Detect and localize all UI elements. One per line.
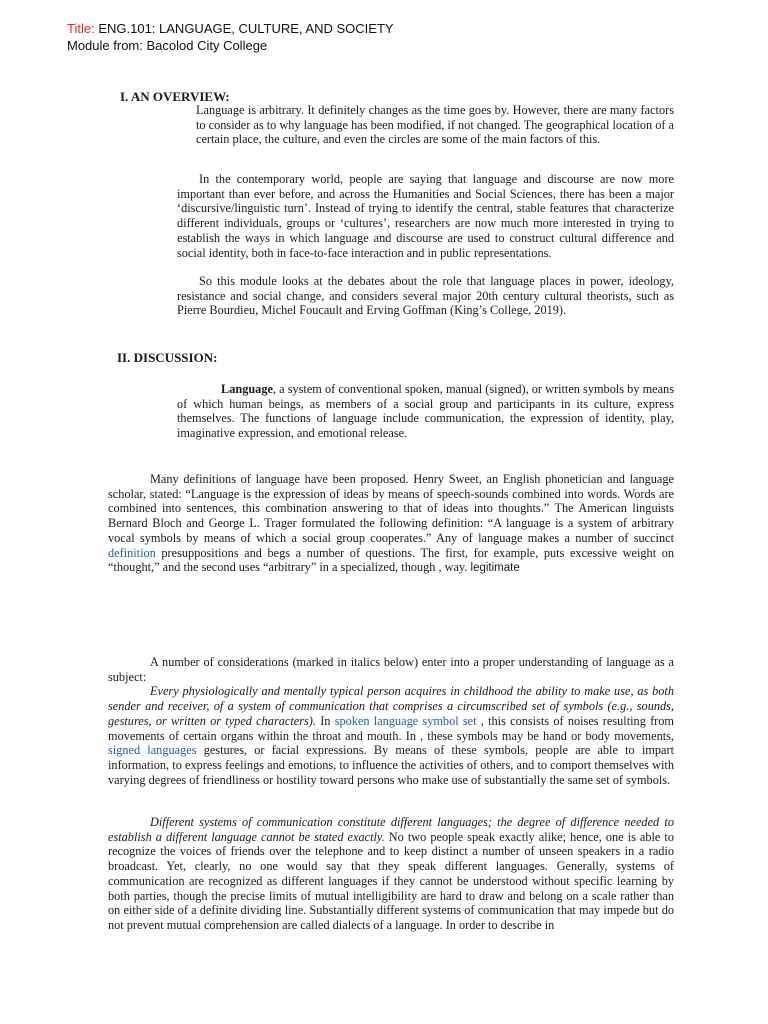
language-definition: [177, 382, 674, 441]
discussion-p2-italic: Every physiologically and mentally typical person acquires in childhood the ability to make use, as both sender and receiver, of a system of communication that comprises a circumscribed set of symbols (e.g., sounds, gestures, or written or typed characters).: [108, 684, 674, 728]
discussion-p1-text-a: Many definitions of language have been proposed. Henry Sweet, an English phonetician and language scholar, stated: “Language is the expression of ideas by means of speech-sounds combined into words. Words are combined into sentences, this combination answering to that of ideas into thoughts.” The American linguists Bernard Bloch and George L. Trager formulated the following definition: “A language is a system of arbitrary vocal symbols by means of which a social group cooperates.” Any of language makes a number of succinct: [108, 472, 674, 545]
overview-paragraph-2: [177, 172, 674, 260]
signed-languages-link[interactable]: signed languages: [108, 743, 197, 758]
overview-paragraph-1: Language is arbitrary. It definitely changes as the time goes by. However, there are many factors to consider as to why language has been modified, if not changed. The geographical location of a certain place, the culture, and even the circles are some of the main factors of this.: [196, 103, 674, 147]
overview-paragraph-2-text: In the contemporary world, people are saying that language and discourse are now more important than ever before, and across the Humanities and Social Sciences, there has been a major ‘discursive/linguistic turn’. Instead of trying to identify the central, stable features that characterize different individuals, groups or ‘cultures’, researchers are now much more interested in trying to establish the ways in which language and discourse are used to construct cultural difference and social identity, both in face-to-face interaction and in public representations.: [177, 172, 674, 260]
title-label: Title:: [67, 21, 95, 36]
document-title: [67, 20, 394, 38]
discussion-p2-text-c: gestures, or facial expressions. By means of these symbols, people are able to impart information, to express feelings and emotions, to influence the activities of others, and to comport themselves with varying degrees of friendliness or hostility toward persons who make use of substantially the same set of symbols.: [108, 743, 674, 787]
discussion-p3-text: No two people speak exactly alike; hence, one is able to recognize the voices of friends over the telephone and to keep distinct a number of unseen speakers in a radio broadcast. Yet, clearly, no one would say that they speak different languages. Generally, systems of communication are recognized as different languages if they cannot be understood without specific learning by both parties, though the precise limits of mutual intelligibility are hard to draw and belong on a scale rather than on either side of a definite dividing line. Substantially different systems of communication that may impede but do not prevent mutual comprehension are called dialects of a language. In order to describe in: [108, 829, 674, 932]
discussion-paragraph-3: [108, 815, 674, 933]
module-source: Module from: Bacolod City College: [67, 38, 268, 53]
discussion-p2-in: In: [315, 713, 335, 728]
spoken-language-link[interactable]: spoken language symbol set: [334, 713, 477, 728]
legitimate-word: legitimate: [470, 562, 520, 575]
overview-paragraph-3: [177, 274, 674, 318]
discussion-p1-text-b: presuppositions and begs a number of questions. The first, for example, puts excessive weight on “thought,” and the second uses “arbitrary” in a specialized, though , way.: [108, 545, 674, 575]
title-value: ENG.101: LANGUAGE, CULTURE, AND SOCIETY: [98, 21, 394, 36]
discussion-p2-intro: A number of considerations (marked in italics below) enter into a proper understanding of language as a subject:: [108, 655, 674, 684]
discussion-paragraph-1: [108, 472, 674, 576]
discussion-paragraph-2: [108, 655, 674, 787]
discussion-heading: II. DISCUSSION:: [117, 350, 218, 365]
discussion-p2-text-b: , this consists of noises resulting from movements of certain organs within the throat and mouth. In , these symbols may be hand or body movements,: [108, 713, 674, 743]
definition-term: Language: [221, 382, 273, 396]
overview-heading: I. AN OVERVIEW:: [120, 89, 230, 104]
definition-link[interactable]: definition: [108, 545, 156, 560]
definition-text: , a system of conventional spoken, manual (signed), or written symbols by means of which human beings, as members of a social group and participants in its culture, express themselves. The functions of language include communication, the expression of identity, play, imaginative expression, and emotional release.: [177, 382, 674, 441]
overview-paragraph-3-text: So this module looks at the debates about the role that language places in power, ideology, resistance and social change, and considers several major 20th century cultural theorists, such as Pierre Bourdieu, Michel Foucault and Erving Goffman (King’s College, 2019).: [177, 274, 674, 318]
discussion-p3-italic: Different systems of communication constitute different languages; the degree of difference needed to establish a different language cannot be stated exactly.: [108, 815, 674, 844]
